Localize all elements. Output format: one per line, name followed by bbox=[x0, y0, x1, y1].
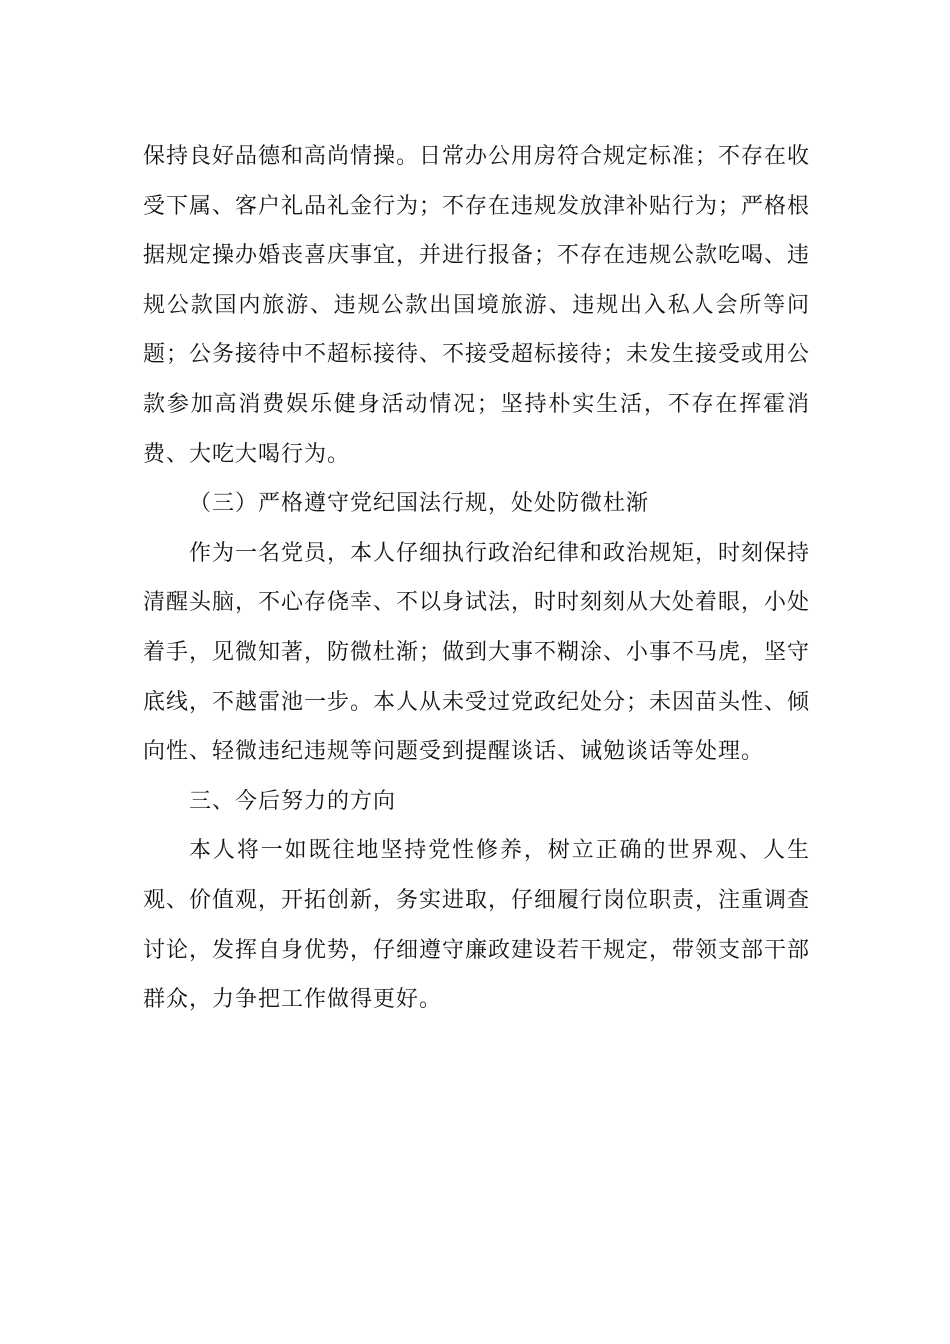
paragraph-future-direction: 本人将一如既往地坚持党性修养，树立正确的世界观、人生观、价值观，开拓创新，务实进取，仔细履行岗位职责，注重调查讨论，发挥自身优势，仔细遵守廉政建设若干规定，带领支部干部群众，力争把工作做得更好。 bbox=[143, 838, 811, 1013]
section-heading-discipline: （三）严格遵守党纪国法行规，处处防微杜渐 bbox=[189, 491, 650, 517]
paragraph-discipline: 作为一名党员，本人仔细执行政治纪律和政治规矩，时刻保持清醒头脑，不心存侥幸、不以身试法，时时刻刻从大处着眼，小处着手，见微知著，防微杜渐；做到大事不糊涂、小事不马虎，坚守底线，不越雷池一步。本人从未受过党政纪处分；未因苗头性、倾向性、轻微违纪违规等问题受到提醒谈话、诫勉谈话等处理。 bbox=[143, 540, 811, 765]
document-body bbox=[143, 132, 810, 1025]
section-heading-future-direction: 三、今后努力的方向 bbox=[189, 788, 397, 814]
paragraph-integrity-conduct: 保持良好品德和高尚情操。日常办公用房符合规定标准；不存在收受下属、客户礼品礼金行为；不存在违规发放津补贴行为；严格根据规定操办婚丧喜庆事宜，并进行报备；不存在违规公款吃喝、违规公款国内旅游、违规公款出国境旅游、违规出入私人会所等问题；公务接待中不超标接待、不接受超标接待；未发生接受或用公款参加高消费娱乐健身活动情况；坚持朴实生活，不存在挥霍消费、大吃大喝行为。 bbox=[143, 144, 811, 467]
